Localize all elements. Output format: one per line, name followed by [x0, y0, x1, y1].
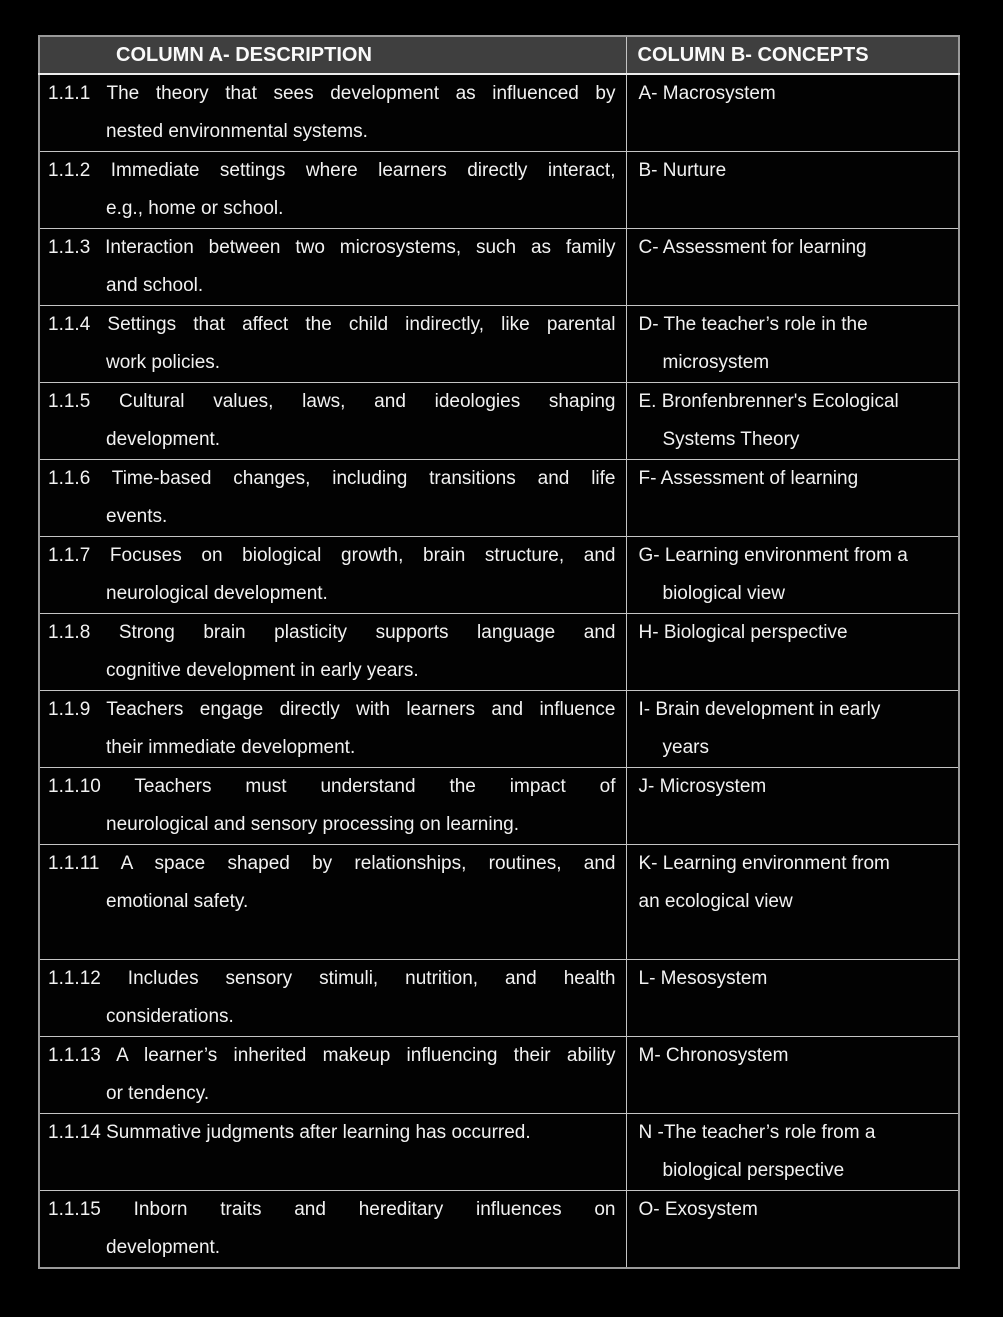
table-row — [39, 960, 959, 1037]
table-row — [39, 152, 959, 229]
text-line: and school. — [106, 275, 204, 296]
header-row — [39, 36, 959, 74]
table-row — [39, 306, 959, 383]
col-b-cell — [626, 614, 959, 691]
col-b-cell — [626, 768, 959, 845]
col-a-cell — [39, 1191, 626, 1269]
text-line: 1.1.12 Includes sensory stimuli, nutrition, and health — [48, 968, 616, 989]
col-b-cell — [626, 691, 959, 768]
col-a-cell — [39, 614, 626, 691]
text-line: biological perspective — [662, 1160, 845, 1181]
col-b-cell — [626, 845, 959, 960]
col-b-cell — [626, 306, 959, 383]
table-row — [39, 691, 959, 768]
text-line: events. — [106, 506, 168, 527]
table-row — [39, 845, 959, 960]
text-line: an ecological view — [638, 891, 793, 912]
col-b-cell — [626, 1114, 959, 1191]
text-line: 1.1.1 The theory that sees development as influenced by — [48, 83, 616, 104]
col-a-header: COLUMN A- DESCRIPTION — [39, 36, 626, 74]
col-a-cell — [39, 1114, 626, 1191]
text-line: L- Mesosystem — [638, 968, 768, 989]
col-b-header: COLUMN B- CONCEPTS — [626, 36, 959, 74]
text-line: D- The teacher’s role in the — [638, 314, 868, 335]
text-line: A- Macrosystem — [638, 83, 776, 104]
col-a-cell — [39, 768, 626, 845]
col-b-cell — [626, 152, 959, 229]
text-line: Systems Theory — [662, 429, 800, 450]
text-line: H- Biological perspective — [638, 622, 848, 643]
table-row — [39, 74, 959, 152]
col-b-cell — [626, 460, 959, 537]
matching-table — [38, 35, 960, 1269]
text-line: 1.1.6 Time-based changes, including transitions and life — [48, 468, 616, 489]
col-a-cell — [39, 74, 626, 152]
text-line: 1.1.13 A learner’s inherited makeup influencing their ability — [48, 1045, 616, 1066]
col-a-cell — [39, 845, 626, 960]
col-a-cell — [39, 537, 626, 614]
table-header — [39, 36, 959, 74]
text-line: 1.1.11 A space shaped by relationships, routines, and — [48, 853, 616, 874]
text-line: M- Chronosystem — [638, 1045, 789, 1066]
text-line: K- Learning environment from — [638, 853, 890, 874]
text-line: microsystem — [662, 352, 770, 373]
text-line: or tendency. — [106, 1083, 210, 1104]
text-line: neurological development. — [106, 583, 328, 604]
col-b-cell — [626, 1037, 959, 1114]
text-line: nested environmental systems. — [106, 121, 368, 142]
col-a-cell — [39, 460, 626, 537]
text-line: G- Learning environment from a — [638, 545, 908, 566]
col-b-cell — [626, 229, 959, 306]
col-b-cell — [626, 537, 959, 614]
table-row — [39, 1114, 959, 1191]
text-line: 1.1.10 Teachers must understand the impact of — [48, 776, 616, 797]
text-line: 1.1.8 Strong brain plasticity supports language and — [48, 622, 616, 643]
text-line: J- Microsystem — [638, 776, 767, 797]
col-b-cell — [626, 383, 959, 460]
table-body — [39, 74, 959, 1268]
text-line: work policies. — [106, 352, 221, 373]
text-line: development. — [106, 1237, 221, 1258]
col-a-cell — [39, 152, 626, 229]
text-line: 1.1.9 Teachers engage directly with learners and influence — [48, 699, 616, 720]
text-line: their immediate development. — [106, 737, 356, 758]
text-line: F- Assessment of learning — [638, 468, 859, 489]
text-line — [106, 921, 616, 959]
col-a-cell — [39, 1037, 626, 1114]
text-line: development. — [106, 429, 221, 450]
table-row — [39, 537, 959, 614]
text-line: 1.1.7 Focuses on biological growth, brain structure, and — [48, 545, 616, 566]
text-line: neurological and sensory processing on learning. — [106, 814, 519, 835]
table-row — [39, 460, 959, 537]
text-line: 1.1.15 Inborn traits and hereditary influences on — [48, 1199, 616, 1220]
col-a-cell — [39, 306, 626, 383]
text-line: 1.1.4 Settings that affect the child indirectly, like parental — [48, 314, 616, 335]
text-line: E. Bronfenbrenner's Ecological — [638, 391, 899, 412]
text-line: B- Nurture — [638, 160, 727, 181]
col-b-cell — [626, 74, 959, 152]
text-line: biological view — [662, 583, 786, 604]
text-line: O- Exosystem — [638, 1199, 758, 1220]
text-line: 1.1.2 Immediate settings where learners directly interact, — [48, 160, 616, 181]
text-line: N -The teacher’s role from a — [638, 1122, 876, 1143]
text-line: years — [662, 737, 709, 758]
text-line: e.g., home or school. — [106, 198, 284, 219]
text-line: 1.1.5 Cultural values, laws, and ideologies shaping — [48, 391, 616, 412]
text-line: emotional safety. — [106, 891, 249, 912]
table-row — [39, 383, 959, 460]
col-a-cell — [39, 229, 626, 306]
text-line: considerations. — [106, 1006, 234, 1027]
text-line: cognitive development in early years. — [106, 660, 419, 681]
text-line: 1.1.3 Interaction between two microsystems, such as family — [48, 237, 616, 258]
table-row — [39, 1037, 959, 1114]
text-line: C- Assessment for learning — [638, 237, 867, 258]
col-a-cell — [39, 691, 626, 768]
table-row — [39, 768, 959, 845]
col-a-cell — [39, 960, 626, 1037]
col-b-cell — [626, 1191, 959, 1269]
table-row — [39, 1191, 959, 1269]
text-line: I- Brain development in early — [638, 699, 881, 720]
table-row — [39, 614, 959, 691]
text-line: 1.1.14 Summative judgments after learning has occurred. — [48, 1122, 531, 1143]
table-row — [39, 229, 959, 306]
col-b-cell — [626, 960, 959, 1037]
matching-table-container — [38, 35, 960, 1269]
col-a-cell — [39, 383, 626, 460]
